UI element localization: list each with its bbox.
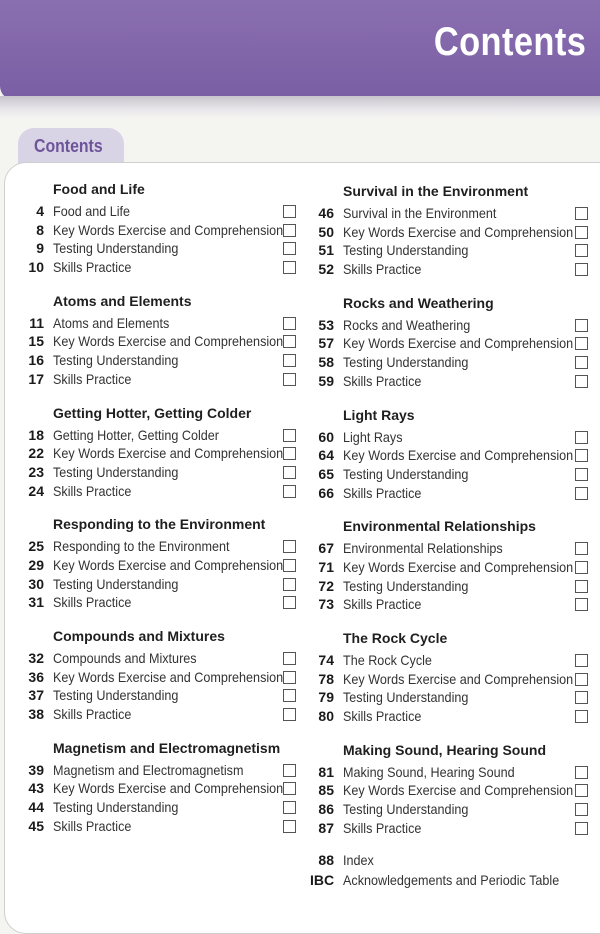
page-number: 4 <box>36 203 44 219</box>
checkbox-icon[interactable] <box>283 373 296 386</box>
checkbox-icon[interactable] <box>575 766 588 779</box>
contents-row <box>312 204 590 223</box>
page-number: 44 <box>28 799 44 816</box>
page-title: Contents <box>433 20 586 64</box>
page-number: 38 <box>28 706 44 723</box>
checkbox-icon[interactable] <box>283 540 296 553</box>
left-column <box>22 176 302 847</box>
contents-row <box>312 577 590 596</box>
checkbox-icon[interactable] <box>575 580 588 593</box>
section <box>312 290 590 402</box>
checkbox-icon[interactable] <box>283 354 296 367</box>
page-number: 57 <box>318 335 334 352</box>
entry-name: Key Words Exercise and Comprehension <box>53 780 284 797</box>
contents-row <box>312 558 590 577</box>
entry-name: Key Words Exercise and Comprehension <box>343 782 574 799</box>
page-number: 64 <box>318 447 334 464</box>
contents-row <box>312 372 590 391</box>
contents-row <box>22 668 302 687</box>
entry-name: Environmental Relationships <box>343 540 503 557</box>
entry-name: Testing Understanding <box>53 799 179 816</box>
entry-name: Rocks and Weathering <box>343 316 471 333</box>
section-gap <box>312 391 590 402</box>
page-number: 46 <box>318 205 334 221</box>
contents-row <box>312 539 590 558</box>
checkbox-icon[interactable] <box>283 708 296 721</box>
checkbox-icon[interactable] <box>283 261 296 274</box>
section <box>22 400 302 512</box>
entry-name: Skills Practice <box>343 596 422 613</box>
entry-name: Atoms and Elements <box>53 314 170 331</box>
page-number: 45 <box>28 817 44 834</box>
contents-row <box>22 258 302 277</box>
contents-row <box>22 370 302 389</box>
page-number: 39 <box>28 761 44 778</box>
checkbox-icon[interactable] <box>575 542 588 555</box>
page-number: 78 <box>318 670 334 687</box>
contents-row <box>312 651 590 670</box>
entry-name: Key Words Exercise and Comprehension <box>343 558 574 575</box>
checkbox-icon[interactable] <box>575 207 588 220</box>
section-gap <box>22 389 302 400</box>
page-number: 32 <box>28 650 44 666</box>
entry-name: Testing Understanding <box>343 354 469 371</box>
entry-name: Key Words Exercise and Comprehension <box>343 447 574 464</box>
section <box>312 625 590 737</box>
entry-name: Responding to the Environment <box>53 538 230 555</box>
checkbox-icon[interactable] <box>575 449 588 462</box>
page-number: 66 <box>318 484 334 501</box>
page-number: 8 <box>36 221 44 238</box>
checkbox-icon[interactable] <box>283 317 296 330</box>
entry-name: The Rock Cycle <box>343 652 432 668</box>
checkbox-icon[interactable] <box>575 598 588 611</box>
entry-name: Key Words Exercise and Comprehension <box>53 333 284 350</box>
entry-name: Testing Understanding <box>343 577 469 594</box>
page-number: 18 <box>28 426 44 443</box>
page-number: IBC <box>310 872 335 888</box>
checkbox-icon[interactable] <box>283 801 296 814</box>
entry-name: Skills Practice <box>343 261 422 278</box>
page-number: 86 <box>318 801 334 818</box>
section-title: Light Rays <box>343 406 415 423</box>
entry-name: Magnetism and Electromagnetism <box>53 761 244 778</box>
entry-name: Skills Practice <box>53 482 132 499</box>
checkbox-icon[interactable] <box>283 485 296 498</box>
checkbox-icon[interactable] <box>283 820 296 833</box>
section-gap <box>22 836 302 847</box>
section <box>312 737 590 849</box>
section <box>312 402 590 514</box>
page-number: 43 <box>28 780 44 797</box>
page-number: 60 <box>318 428 334 445</box>
contents-row <box>22 314 302 333</box>
section-title: The Rock Cycle <box>343 630 448 646</box>
checkbox-icon[interactable] <box>575 784 588 797</box>
checkbox-icon[interactable] <box>283 335 296 348</box>
page-number: 16 <box>28 352 44 369</box>
section-gap <box>22 724 302 735</box>
contents-row <box>22 444 302 463</box>
banner-shadow <box>0 96 600 118</box>
entry-name: Skills Practice <box>53 370 132 387</box>
contents-row <box>22 351 302 370</box>
page-number: 74 <box>318 652 334 668</box>
contents-row <box>22 798 302 817</box>
section <box>312 178 590 290</box>
contents-row <box>22 705 302 724</box>
section-title: Environmental Relationships <box>343 518 536 535</box>
contents-row <box>22 686 302 705</box>
checkbox-icon[interactable] <box>283 447 296 460</box>
section-gap <box>312 279 590 290</box>
entry-name: Key Words Exercise and Comprehension <box>53 668 284 685</box>
section-gap <box>312 726 590 737</box>
page-number: 80 <box>318 708 334 725</box>
entry-name: Survival in the Environment <box>343 205 497 221</box>
entry-name: Skills Practice <box>53 594 132 611</box>
page-number: 87 <box>318 819 334 836</box>
page-number: 9 <box>36 240 44 257</box>
checkbox-icon[interactable] <box>283 671 296 684</box>
checkbox-icon[interactable] <box>575 375 588 388</box>
checkbox-icon[interactable] <box>283 224 296 237</box>
checkbox-icon[interactable] <box>283 596 296 609</box>
section-title: Magnetism and Electromagnetism <box>53 739 281 756</box>
contents-row <box>312 763 590 782</box>
section-gap <box>312 502 590 513</box>
contents-row <box>312 316 590 335</box>
section <box>22 176 302 288</box>
contents-row <box>22 202 302 221</box>
section <box>22 735 302 847</box>
contents-row <box>22 426 302 445</box>
section <box>22 623 302 735</box>
contents-row <box>22 817 302 836</box>
contents-row <box>312 465 590 484</box>
entry-name: Testing Understanding <box>53 687 179 704</box>
entry-name: Testing Understanding <box>343 801 469 818</box>
page-number: 71 <box>318 558 334 575</box>
section-gap <box>312 838 590 849</box>
contents-row <box>312 595 590 614</box>
checkbox-icon[interactable] <box>283 242 296 255</box>
page-number: 53 <box>318 316 334 333</box>
entry-name: Key Words Exercise and Comprehension <box>53 221 284 238</box>
checkbox-icon[interactable] <box>575 487 588 500</box>
page-number: 29 <box>28 556 44 573</box>
checkbox-icon[interactable] <box>575 263 588 276</box>
page-number: 51 <box>318 242 334 259</box>
checkbox-icon[interactable] <box>575 710 588 723</box>
entry-name: Testing Understanding <box>343 465 469 482</box>
contents-row <box>312 484 590 503</box>
contents-row <box>312 241 590 260</box>
entry-name: Key Words Exercise and Comprehension <box>343 223 574 240</box>
contents-row <box>312 334 590 353</box>
checkbox-icon[interactable] <box>283 559 296 572</box>
extra-entries <box>310 850 600 890</box>
contents-row <box>22 537 302 556</box>
checkbox-icon[interactable] <box>575 431 588 444</box>
entry-name: Key Words Exercise and Comprehension <box>343 335 574 352</box>
page-number: 85 <box>318 782 334 799</box>
page-number: 50 <box>318 223 334 240</box>
entry-name: Acknowledgements and Periodic Table <box>343 872 560 888</box>
page-number: 72 <box>318 577 334 594</box>
checkbox-icon[interactable] <box>575 561 588 574</box>
section-gap <box>22 500 302 511</box>
contents-row <box>22 482 302 501</box>
entry-name: Food and Life <box>53 203 131 219</box>
entry-name: Testing Understanding <box>53 240 179 257</box>
contents-row <box>312 688 590 707</box>
checkbox-icon[interactable] <box>575 822 588 835</box>
section-title: Compounds and Mixtures <box>53 628 225 644</box>
contents-row <box>312 670 590 689</box>
entry-name: Testing Understanding <box>343 689 469 706</box>
page-number: 17 <box>28 370 44 387</box>
entry-name: Key Words Exercise and Comprehension <box>53 556 284 573</box>
checkbox-icon[interactable] <box>283 764 296 777</box>
contents-row <box>312 446 590 465</box>
checkbox-icon[interactable] <box>575 654 588 667</box>
entry-name: Skills Practice <box>53 706 132 723</box>
section-title: Responding to the Environment <box>53 516 266 533</box>
contents-row <box>310 850 600 870</box>
page-number: 67 <box>318 540 334 557</box>
section-title: Food and Life <box>53 181 145 197</box>
contents-row <box>312 353 590 372</box>
entry-name: Key Words Exercise and Comprehension <box>343 670 574 687</box>
entry-name: Testing Understanding <box>343 242 469 259</box>
contents-row <box>22 593 302 612</box>
page-number: 36 <box>28 668 44 685</box>
checkbox-icon[interactable] <box>283 652 296 665</box>
checkbox-icon[interactable] <box>283 782 296 795</box>
checkbox-icon[interactable] <box>283 205 296 218</box>
entry-name: Skills Practice <box>343 819 422 836</box>
contents-row <box>312 260 590 279</box>
checkbox-icon[interactable] <box>575 244 588 257</box>
checkbox-icon[interactable] <box>575 468 588 481</box>
page-number: 30 <box>28 575 44 592</box>
entry-name: Index <box>343 852 374 868</box>
page-number: 73 <box>318 596 334 613</box>
page-number: 58 <box>318 354 334 371</box>
checkbox-icon[interactable] <box>575 691 588 704</box>
checkbox-icon[interactable] <box>575 337 588 350</box>
section-title: Rocks and Weathering <box>343 294 494 311</box>
page-number: 88 <box>318 852 334 868</box>
contents-row <box>22 761 302 780</box>
page-number: 23 <box>28 463 44 480</box>
page-number: 15 <box>28 333 44 350</box>
checkbox-icon[interactable] <box>575 226 588 239</box>
contents-row <box>22 332 302 351</box>
page-number: 52 <box>318 261 334 278</box>
entry-name: Skills Practice <box>343 372 422 389</box>
contents-row <box>22 463 302 482</box>
checkbox-icon[interactable] <box>575 803 588 816</box>
page-number: 59 <box>318 372 334 389</box>
page-number: 25 <box>28 538 44 555</box>
section-title: Survival in the Environment <box>343 183 529 199</box>
section <box>22 288 302 400</box>
contents-row <box>22 239 302 258</box>
contents-row <box>312 781 590 800</box>
section-title: Getting Hotter, Getting Colder <box>53 404 252 421</box>
checkbox-icon[interactable] <box>575 356 588 369</box>
section-gap <box>22 277 302 288</box>
page-number: 10 <box>28 259 44 276</box>
page-number: 37 <box>28 687 44 704</box>
entry-name: Testing Understanding <box>53 463 179 480</box>
contents-row <box>22 779 302 798</box>
contents-tab-label: Contents <box>34 136 103 156</box>
section-gap <box>312 614 590 625</box>
checkbox-icon[interactable] <box>575 319 588 332</box>
contents-row <box>22 556 302 575</box>
section <box>22 511 302 623</box>
contents-row <box>312 223 590 242</box>
section <box>312 513 590 625</box>
section-title: Making Sound, Hearing Sound <box>343 741 546 758</box>
entry-name: Compounds and Mixtures <box>53 650 197 666</box>
page-number: 81 <box>318 763 334 780</box>
entry-name: Skills Practice <box>343 708 422 725</box>
page-number: 11 <box>29 314 44 331</box>
entry-name: Key Words Exercise and Comprehension <box>53 445 284 462</box>
right-column <box>312 178 590 849</box>
entry-name: Making Sound, Hearing Sound <box>343 763 515 780</box>
entry-name: Skills Practice <box>343 484 422 501</box>
entry-name: Testing Understanding <box>53 575 179 592</box>
contents-row <box>312 819 590 838</box>
entry-name: Skills Practice <box>53 259 132 276</box>
page-number: 65 <box>318 465 334 482</box>
section-gap <box>22 612 302 623</box>
entry-name: Light Rays <box>343 428 403 445</box>
checkbox-icon[interactable] <box>283 689 296 702</box>
checkbox-icon[interactable] <box>283 429 296 442</box>
contents-row <box>22 649 302 668</box>
contents-row <box>22 575 302 594</box>
contents-row <box>310 870 600 890</box>
page-number: 31 <box>28 594 44 611</box>
checkbox-icon[interactable] <box>575 673 588 686</box>
contents-row <box>22 221 302 240</box>
contents-row <box>312 800 590 819</box>
entry-name: Getting Hotter, Getting Colder <box>53 426 219 443</box>
checkbox-icon[interactable] <box>283 578 296 591</box>
checkbox-icon[interactable] <box>283 466 296 479</box>
page-number: 79 <box>318 689 334 706</box>
page-number: 24 <box>28 482 44 499</box>
page-number: 22 <box>28 445 44 462</box>
entry-name: Skills Practice <box>53 817 132 834</box>
contents-row <box>312 707 590 726</box>
contents-row <box>312 428 590 447</box>
section-title: Atoms and Elements <box>53 292 192 309</box>
entry-name: Testing Understanding <box>53 352 179 369</box>
